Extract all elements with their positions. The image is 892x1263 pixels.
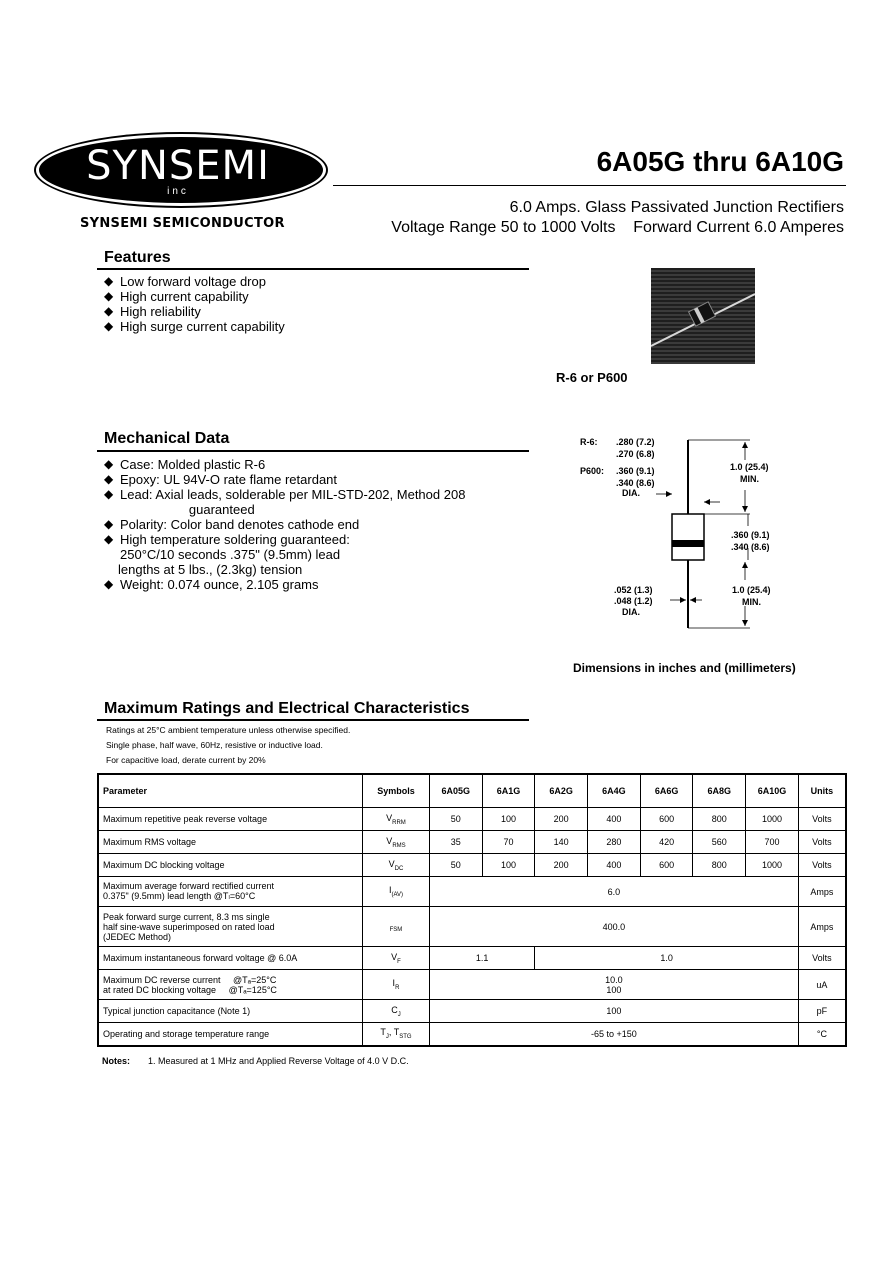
value-cell: 100 xyxy=(482,854,535,877)
package-caption: R-6 or P600 xyxy=(556,370,628,385)
col-header: 6A10G xyxy=(746,774,799,808)
col-header: Symbols xyxy=(363,774,430,808)
param-cell: Maximum RMS voltage xyxy=(98,831,363,854)
table-row xyxy=(98,970,846,1000)
note-text: 1. Measured at 1 MHz and Applied Reverse Voltage of 4.0 V D.C. xyxy=(148,1056,409,1066)
dim-r6-label: R-6: xyxy=(580,437,598,447)
col-header: 6A6G xyxy=(640,774,693,808)
package-photo xyxy=(651,268,755,364)
dim-body-b: .340 (8.6) xyxy=(731,542,770,552)
list-item: ◆ Polarity: Color band denotes cathode end xyxy=(104,517,465,532)
ratings-notes xyxy=(106,723,350,768)
dimension-drawing xyxy=(560,430,800,650)
table-row xyxy=(98,831,846,854)
param-cell: Maximum average forward rectified current 0.375" (9.5mm) lead length @Tₗ=60°C xyxy=(98,877,363,907)
logo-inc: inc xyxy=(167,186,189,197)
value-cell: 1000 xyxy=(746,854,799,877)
param-cell: Maximum DC reverse current @Tₐ=25°C at rated DC blocking voltage @Tₐ=125°C xyxy=(98,970,363,1000)
value-cell: 100 xyxy=(482,808,535,831)
dim-dia-2: DIA. xyxy=(622,607,640,617)
table-row xyxy=(98,854,846,877)
value-cell: 100 xyxy=(429,1000,798,1023)
unit-cell: pF xyxy=(798,1000,846,1023)
ratings-note: Ratings at 25°C ambient temperature unless otherwise specified. xyxy=(106,725,351,735)
col-header: 6A8G xyxy=(693,774,746,808)
dim-body-a: .360 (9.1) xyxy=(731,530,770,540)
dimensions-caption: Dimensions in inches and (millimeters) xyxy=(573,661,796,675)
features-list xyxy=(104,274,285,334)
unit-cell: uA xyxy=(798,970,846,1000)
unit-cell: Volts xyxy=(798,947,846,970)
dim-p600-label: P600: xyxy=(580,466,605,476)
unit-cell: Volts xyxy=(798,854,846,877)
value-cell: 1000 xyxy=(746,808,799,831)
dim-lead-a: .052 (1.3) xyxy=(614,585,653,595)
value-cell: 6.0 xyxy=(429,877,798,907)
value-cell: 35 xyxy=(429,831,482,854)
mechanical-divider xyxy=(97,450,529,452)
subtitle-line-1: 6.0 Amps. Glass Passivated Junction Rectifiers xyxy=(509,199,844,216)
param-cell: Operating and storage temperature range xyxy=(98,1023,363,1046)
value-cell: 800 xyxy=(693,808,746,831)
table-row xyxy=(98,947,846,970)
dim-p600-b: .340 (8.6) xyxy=(616,478,655,488)
list-item: ◆ Epoxy: UL 94V-O rate flame retardant xyxy=(104,472,465,487)
value-cell: 1.0 xyxy=(535,947,799,970)
ratings-divider xyxy=(97,719,529,721)
list-item: ◆ Lead: Axial leads, solderable per MIL-STD-202, Method 208 xyxy=(104,487,465,502)
param-cell: Maximum DC blocking voltage xyxy=(98,854,363,877)
features-heading: Features xyxy=(104,249,171,266)
dim-p600-a: .360 (9.1) xyxy=(616,466,655,476)
col-header: Parameter xyxy=(98,774,363,808)
dim-lead-bot: 1.0 (25.4) xyxy=(732,585,771,595)
dim-lead-b: .048 (1.2) xyxy=(614,596,653,606)
subtitle-line-2: Voltage Range 50 to 1000 Volts Forward Current 6.0 Amperes xyxy=(391,219,844,236)
col-header: 6A1G xyxy=(482,774,535,808)
logo-company-name: SYNSEMI SEMICONDUCTOR xyxy=(80,216,285,231)
unit-cell: Amps xyxy=(798,877,846,907)
col-header: 6A4G xyxy=(588,774,641,808)
table-header-row xyxy=(98,774,846,808)
list-item: ◆ High surge current capability xyxy=(104,319,285,334)
list-item-continuation: lengths at 5 lbs., (2.3kg) tension xyxy=(118,562,303,577)
value-cell: 1.1 xyxy=(429,947,534,970)
ratings-heading: Maximum Ratings and Electrical Characteristics xyxy=(104,700,470,717)
footnotes xyxy=(102,1056,409,1066)
mechanical-list xyxy=(104,457,465,592)
param-cell: Maximum repetitive peak reverse voltage xyxy=(98,808,363,831)
logo-brand: SYNSEMI xyxy=(86,143,270,189)
value-cell: 50 xyxy=(429,808,482,831)
symbol-cell: $C_J$ xyxy=(363,1000,430,1023)
param-cell: Maximum instantaneous forward voltage @ 6.0A xyxy=(98,947,363,970)
table-row xyxy=(98,1000,846,1023)
list-item-continuation: guaranteed xyxy=(160,502,255,517)
list-item: ◆ High reliability xyxy=(104,304,285,319)
table-row xyxy=(98,1023,846,1046)
notes-label: Notes: xyxy=(102,1056,131,1066)
list-item: ◆ High temperature soldering guaranteed: xyxy=(104,532,465,547)
symbol-cell: $I_R$ xyxy=(363,970,430,1000)
dim-lead-top: 1.0 (25.4) xyxy=(730,462,769,472)
value-cell: 400 xyxy=(588,808,641,831)
symbol-cell: $V_{RRM}$ xyxy=(363,808,430,831)
ratings-note: For capacitive load, derate current by 20% xyxy=(106,755,266,765)
col-header: 6A05G xyxy=(429,774,482,808)
value-cell: 50 xyxy=(429,854,482,877)
dim-min-1: MIN. xyxy=(740,474,759,484)
symbol-cell: $V_{RMS}$ xyxy=(363,831,430,854)
table-row xyxy=(98,877,846,907)
value-cell: 140 xyxy=(535,831,588,854)
value-cell: 600 xyxy=(640,808,693,831)
value-cell: 800 xyxy=(693,854,746,877)
symbol-cell: $V_F$ xyxy=(363,947,430,970)
symbol-cell: $I_{(AV)}$ xyxy=(363,877,430,907)
value-cell: 400.0 xyxy=(429,907,798,947)
diode-image xyxy=(651,268,755,364)
features-divider xyxy=(97,268,529,270)
value-cell: 600 xyxy=(640,854,693,877)
mechanical-heading: Mechanical Data xyxy=(104,430,230,447)
symbol-cell: $V_{DC}$ xyxy=(363,854,430,877)
value-cell: 420 xyxy=(640,831,693,854)
value-cell: 700 xyxy=(746,831,799,854)
list-item: ◆ Case: Molded plastic R-6 xyxy=(104,457,465,472)
dim-dia-1: DIA. xyxy=(622,488,640,498)
dim-r6-a: .280 (7.2) xyxy=(616,437,655,447)
param-cell: Typical junction capacitance (Note 1) xyxy=(98,1000,363,1023)
company-logo xyxy=(18,126,332,236)
list-item: ◆ Low forward voltage drop xyxy=(104,274,285,289)
symbol-cell: FSM xyxy=(363,907,430,947)
col-header: Units xyxy=(798,774,846,808)
dim-min-2: MIN. xyxy=(742,597,761,607)
param-cell: Peak forward surge current, 8.3 ms single half sine-wave superimposed on rated load (JEDEC Method) xyxy=(98,907,363,947)
unit-cell: °C xyxy=(798,1023,846,1046)
value-cell: 200 xyxy=(535,854,588,877)
unit-cell: Volts xyxy=(798,808,846,831)
col-header: 6A2G xyxy=(535,774,588,808)
value-cell: 400 xyxy=(588,854,641,877)
ratings-table xyxy=(97,773,847,1047)
title-divider xyxy=(333,185,846,186)
value-cell: 280 xyxy=(588,831,641,854)
dim-r6-b: .270 (6.8) xyxy=(616,449,655,459)
symbol-cell: $T_J$, $T_{STG}$ xyxy=(363,1023,430,1046)
page-title: 6A05G thru 6A10G xyxy=(596,146,844,177)
value-cell: 70 xyxy=(482,831,535,854)
list-item-continuation: 250°C/10 seconds .375" (9.5mm) lead xyxy=(120,547,341,562)
table-row xyxy=(98,808,846,831)
value-cell: 200 xyxy=(535,808,588,831)
unit-cell: Amps xyxy=(798,907,846,947)
value-cell: 10.0 100 xyxy=(429,970,798,1000)
ratings-note: Single phase, half wave, 60Hz, resistive or inductive load. xyxy=(106,740,323,750)
unit-cell: Volts xyxy=(798,831,846,854)
table-row xyxy=(98,907,846,947)
value-cell: 560 xyxy=(693,831,746,854)
value-cell: -65 to +150 xyxy=(429,1023,798,1046)
list-item: ◆ Weight: 0.074 ounce, 2.105 grams xyxy=(104,577,465,592)
list-item: ◆ High current capability xyxy=(104,289,285,304)
